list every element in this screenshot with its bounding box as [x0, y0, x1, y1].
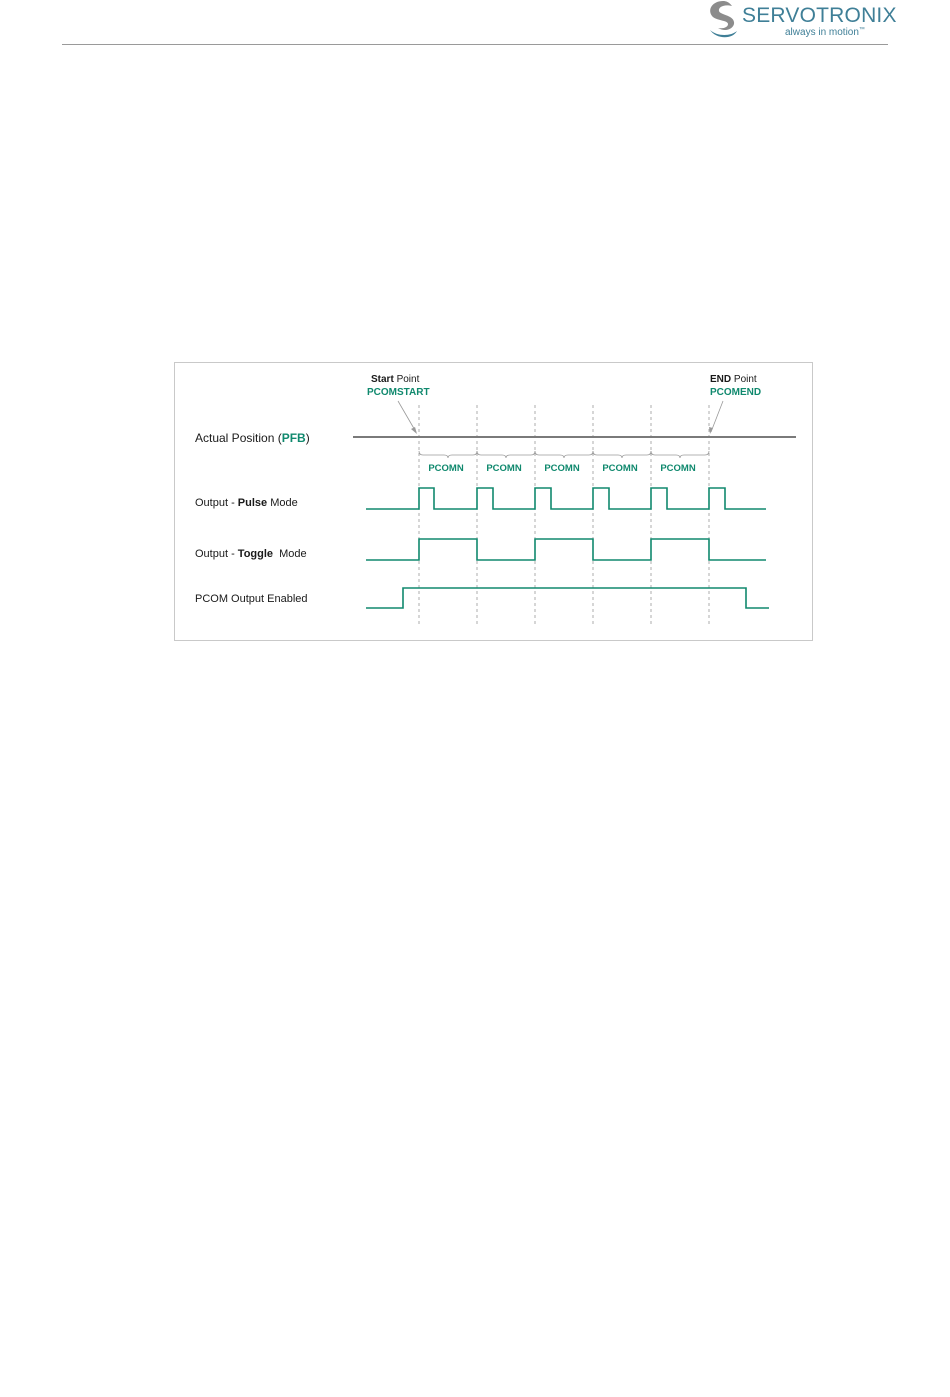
output-enabled-waveform — [366, 588, 769, 608]
interval-braces — [419, 451, 709, 458]
pulse-mode-waveform — [366, 488, 766, 509]
interval-label-pcomn: PCOMN — [428, 463, 464, 474]
brand-tagline — [785, 27, 865, 38]
position-row-label — [195, 431, 310, 445]
start-point-arrow — [398, 401, 416, 432]
end-point-bold: END — [710, 374, 732, 385]
end-point-label — [710, 374, 757, 385]
servotronix-logo — [706, 0, 897, 42]
end-point-param: PCOMEND — [710, 387, 762, 398]
interval-brace — [651, 451, 709, 458]
toggle-label-suffix: Mode — [273, 548, 307, 560]
page-header — [0, 0, 950, 60]
end-arrow-head — [709, 427, 713, 434]
interval-brace — [535, 451, 593, 458]
toggle-label-bold: Toggle — [237, 548, 274, 560]
start-point-rest: Point — [393, 374, 420, 385]
interval-brace — [477, 451, 535, 458]
toggle-label-prefix: Output - — [195, 548, 238, 560]
toggle-mode-waveform — [366, 539, 766, 560]
start-point-param: PCOMSTART — [367, 387, 430, 398]
pulse-label-bold: Pulse — [237, 497, 268, 509]
pcom-timing-diagram — [174, 362, 813, 641]
pulse-row-label — [195, 497, 298, 509]
interval-label-pcomn: PCOMN — [544, 463, 580, 474]
end-point-arrow — [711, 401, 723, 432]
header-divider — [62, 44, 888, 45]
trademark-mark: ™ — [858, 27, 865, 33]
start-arrow-head — [411, 427, 417, 434]
end-point-rest: Point — [731, 374, 757, 385]
position-label-prefix: Actual Position ( — [195, 431, 282, 445]
pulse-label-suffix: Mode — [267, 497, 298, 509]
brand-name: SERVOTRONIX — [742, 4, 897, 27]
enabled-row-label: PCOM Output Enabled — [195, 593, 308, 605]
start-point-bold: Start — [371, 374, 394, 385]
interval-label-pcomn: PCOMN — [602, 463, 638, 474]
position-label-param: PFB — [281, 431, 306, 445]
start-point-label — [371, 374, 420, 385]
servotronix-s-logo-icon — [706, 0, 740, 40]
interval-brace — [419, 451, 477, 458]
interval-label-pcomn: PCOMN — [486, 463, 522, 474]
interval-brace — [593, 451, 651, 458]
interval-label-pcomn: PCOMN — [660, 463, 696, 474]
toggle-row-label — [195, 548, 307, 560]
pulse-label-prefix: Output - — [195, 497, 238, 509]
tagline-text: always in motion — [785, 27, 859, 38]
position-label-suffix: ) — [305, 431, 310, 445]
